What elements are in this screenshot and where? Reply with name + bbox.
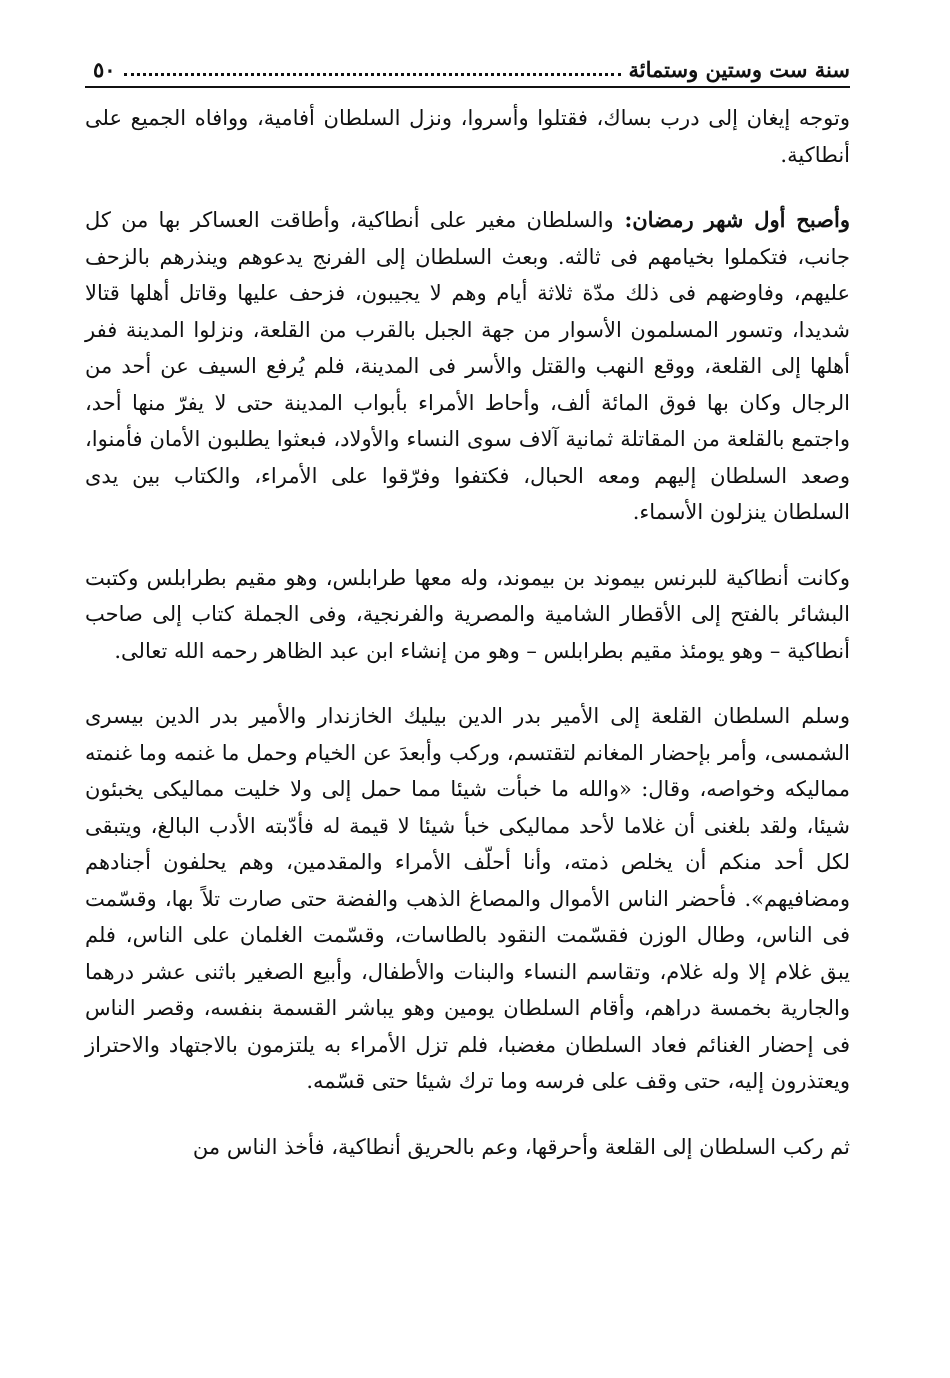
paragraph-2-text: والسلطان مغير على أنطاكية، وأطاقت العساكر بها من كل جانب، فتكملوا بخيامهم فى ثالثه. وبعث السلطان إلى الفرنج يدعوهم وينذرهم بالزحف عليهم، وفاوضهم فى ذلك مدّة ثلاثة أيام وهم لا يجيبون، فزحف عليها وقاتل أهلها قتالا شديدا، وتسور المسلمون الأسوار من جهة الجبل بالقرب من القلعة، ونزلوا المدينة ففر أهلها إلى القلعة، ووقع النهب والقتل والأسر فى المدينة، فلم يُرفع السيف عن أحد من الرجال وكان بها فوق المائة ألف، وأحاط الأمراء بأبواب المدينة حتى لا يفرّ منها أحد، واجتمع بالقلعة من المقاتلة ثمانية آلاف سوى النساء والأولاد، فبعثوا يطلبون الأمان فأمنوا، وصعد السلطان إليهم ومعه الحبال، فكتفوا وفرّقوا على الأمراء، والكتاب بين يدى السلطان ينزلون الأسماء. (85, 208, 850, 524)
body-text (85, 100, 850, 1194)
paragraph-5-text: ثم ركب السلطان إلى القلعة وأحرقها، وعم بالحريق أنطاكية، فأخذ الناس من (192, 1134, 850, 1159)
dotted-leader (124, 73, 621, 76)
paragraph-2-lead-in: وأصبح أول شهر رمضان: (613, 207, 850, 232)
running-head-title: سنة ست وستين وستمائة (628, 57, 850, 82)
running-head (85, 52, 850, 88)
paragraph-4-text: وسلم السلطان القلعة إلى الأمير بدر الدين بيليك الخازندار والأمير بدر الدين بيسرى الشمسى، وأمر بإحضار المغانم لتقتسم، وركب وأبعدَ عن الخيام وحمل ما غنمه وما غنمته مماليكه وخواصه، وقال: «والله ما خبأت شيئا مما حمل إلى ولا خليت مماليكى يخبئون شيئا، ولقد بلغنى أن غلاما لأحد مماليكى خبأ شيئا لا قيمة له فأدّبته الأدب البالغ، ويتبقى لكل أحد منكم أن يخلص ذمته، وأنا أحلّف الأمراء والمقدمين، وهم يحلفون أجنادهم ومضافيهم». فأحضر الناس الأموال والمصاغ الذهب والفضة حتى صارت تلاً بها، وقسّمت فى الناس، وطال الوزن فقسّمت النقود بالطاسات، وقسّمت الغلمان على الناس، فلم يبق غلام إلا وله غلام، وتقاسم النساء والبنات والأطفال، وأبيع الصغير باثنى عشر درهما والجارية بخمسة دراهم، وأقام السلطان يومين وهو يباشر القسمة بنفسه، وقصر الناس فى إحضار الغنائم فعاد السلطان مغضبا، فلم تزل الأمراء به يلتزمون بالاجتهاد والاحتراز ويعتذرون إليه، حتى وقف على فرسه وما ترك شيئا حتى قسّمه. (85, 704, 850, 1093)
paragraph-1 (85, 100, 850, 173)
paragraph-4 (85, 698, 850, 1100)
paragraph-5 (85, 1129, 850, 1166)
paragraph-3-text: وكانت أنطاكية للبرنس بيموند بن بيموند، وله معها طرابلس، وهو مقيم بطرابلس وكتبت البشائر بالفتح إلى الأقطار الشامية والمصرية والفرنجية، وفى الجملة كتاب إلى صاحب أنطاكية – وهو يومئذ مقيم بطرابلس – وهو من إنشاء ابن عبد الظاهر رحمه الله تعالى. (85, 565, 850, 663)
paragraph-2 (85, 202, 850, 531)
page-number: ٥٠ (93, 57, 116, 82)
paragraph-1-text: وتوجه إيغان إلى درب بساك، فقتلوا وأسروا، ونزل السلطان أفامية، ووافاه الجميع على أنطاكية. (85, 106, 850, 167)
paragraph-3 (85, 560, 850, 670)
